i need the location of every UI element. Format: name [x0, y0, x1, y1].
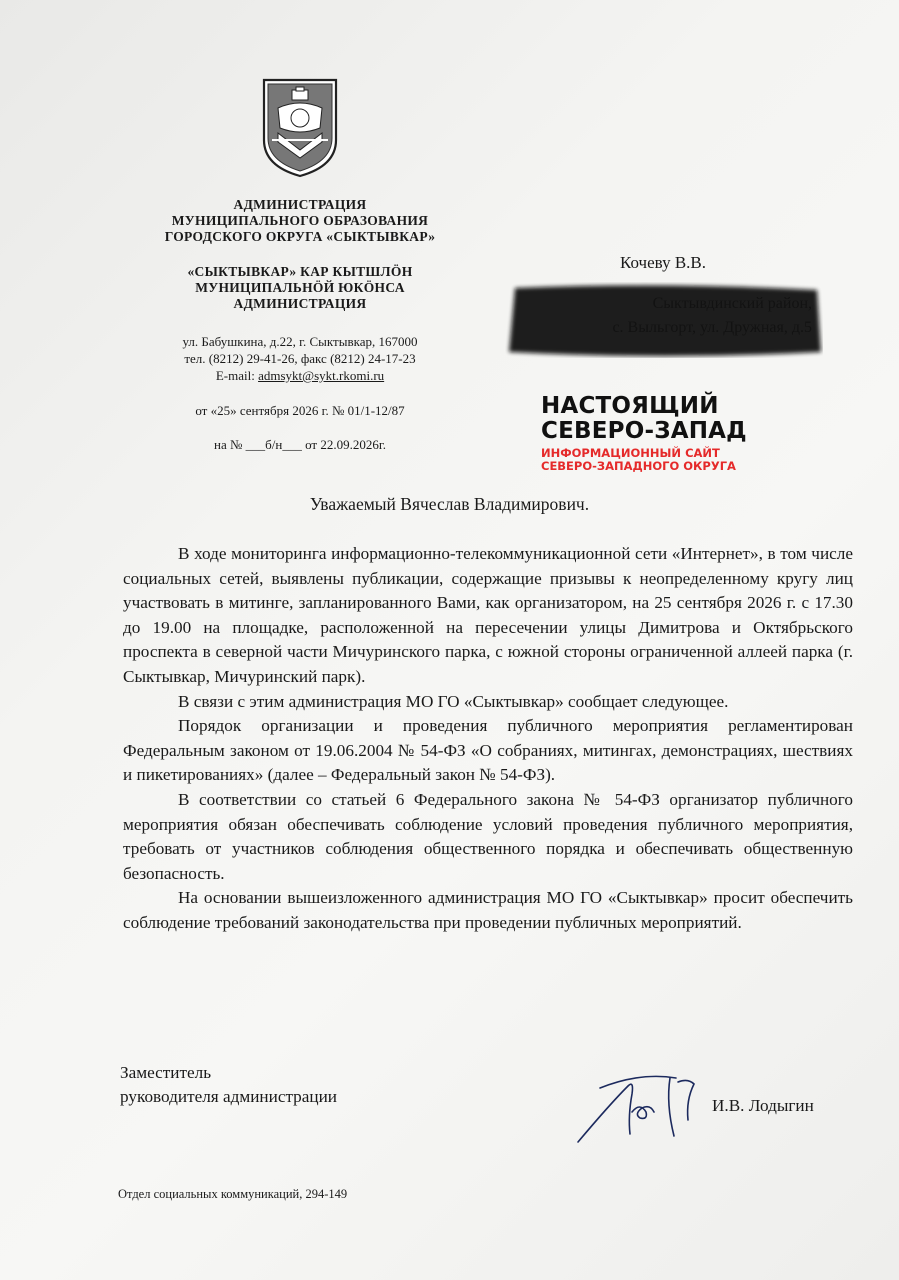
contact-details	[120, 333, 480, 384]
body-paragraph: В ходе мониторинга информационно-телекоммуникационной сети «Интернет», в том числе социальных сетей, выявлены публикации, содержащие призывы к неопределенному кругу лиц участвовать в митинге, запланированного Вами, как организатором, на 25 сентября 2026 г. с 17.30 до 19.00 на площадке, расположенной на пересечении улицы Димитрова и Октябрьского проспекта в северной части Мичуринского парка, с южной стороны ограниченной аллеей парка (г. Сыктывкар, Мичуринский парк).	[123, 544, 853, 686]
email-label: E-mail:	[215, 368, 259, 383]
city-coat-of-arms-icon	[262, 78, 338, 178]
body-paragraph: В связи с этим администрация МО ГО «Сыктывкар» сообщает следующее.	[178, 691, 729, 711]
handwritten-signature-icon	[570, 1064, 720, 1154]
org-komi-line: «СЫКТЫВКАР» КАР КЫТШЛÖН	[187, 264, 413, 279]
email-link[interactable]: admsykt@sykt.rkomi.ru	[258, 368, 385, 383]
reference-number: на № ___б/н___ от 22.09.2026г.	[214, 437, 386, 452]
watermark-sub-line: СЕВЕРО-ЗАПАДНОГО ОКРУГА	[541, 459, 736, 473]
letter-body	[123, 542, 853, 936]
footer-department: Отдел социальных коммуникаций, 294-149	[118, 1187, 348, 1201]
org-ru-line: ГОРОДСКОГО ОКРУГА «СЫКТЫВКАР»	[164, 229, 436, 244]
org-name-ru	[130, 197, 470, 245]
org-name-komi	[130, 264, 470, 312]
address: ул. Бабушкина, д.22, г. Сыктывкар, 167000	[182, 334, 418, 349]
signatory-name: И.В. Лодыгин	[712, 1096, 814, 1115]
redaction-marker	[505, 282, 823, 358]
position-line: Заместитель	[120, 1063, 212, 1082]
org-komi-line: АДМИНИСТРАЦИЯ	[233, 296, 367, 311]
org-komi-line: МУНИЦИПАЛЬНÖЙ ЮКÖНСА	[195, 280, 405, 295]
body-paragraph: Порядок организации и проведения публичного мероприятия регламентирован Федеральным законом от 19.06.2004 № 54-ФЗ «О собраниях, митингах, демонстрациях, шествиях и пикетированиях» (далее – Федеральный закон № 54-ФЗ).	[123, 716, 853, 785]
salutation: Уважаемый Вячеслав Владимирович.	[309, 494, 590, 514]
body-paragraph: На основании вышеизложенного администрация МО ГО «Сыктывкар» просит обеспечить соблюдение требований законодательства при проведении публичных мероприятий.	[123, 888, 853, 932]
watermark-sub-line: ИНФОРМАЦИОННЫЙ САЙТ	[541, 446, 720, 460]
body-paragraph: В соответствии со статьей 6 Федерального закона № 54-ФЗ организатор публичного мероприятия обязан обеспечивать соблюдение условий проведения публичного мероприятия, требовать от участников соблюдения общественного порядка и обеспечивать общественную безопасность.	[123, 789, 853, 883]
watermark-subtitle	[541, 447, 736, 473]
registration-number: от «25» сентября 2026 г. № 01/1-12/87	[195, 403, 405, 418]
signatory-position	[120, 1061, 337, 1109]
watermark-title-line: СЕВЕРО-ЗАПАД	[541, 418, 747, 444]
watermark-title-line: НАСТОЯЩИЙ	[541, 393, 719, 419]
email-line	[120, 367, 480, 384]
addressee-name: Кочеву В.В.	[620, 253, 707, 272]
org-ru-line: МУНИЦИПАЛЬНОГО ОБРАЗОВАНИЯ	[171, 213, 429, 228]
position-line: руководителя администрации	[120, 1087, 337, 1106]
watermark-title	[541, 394, 747, 444]
org-ru-line: АДМИНИСТРАЦИЯ	[233, 197, 367, 212]
phones: тел. (8212) 29-41-26, факс (8212) 24-17-23	[184, 351, 416, 366]
